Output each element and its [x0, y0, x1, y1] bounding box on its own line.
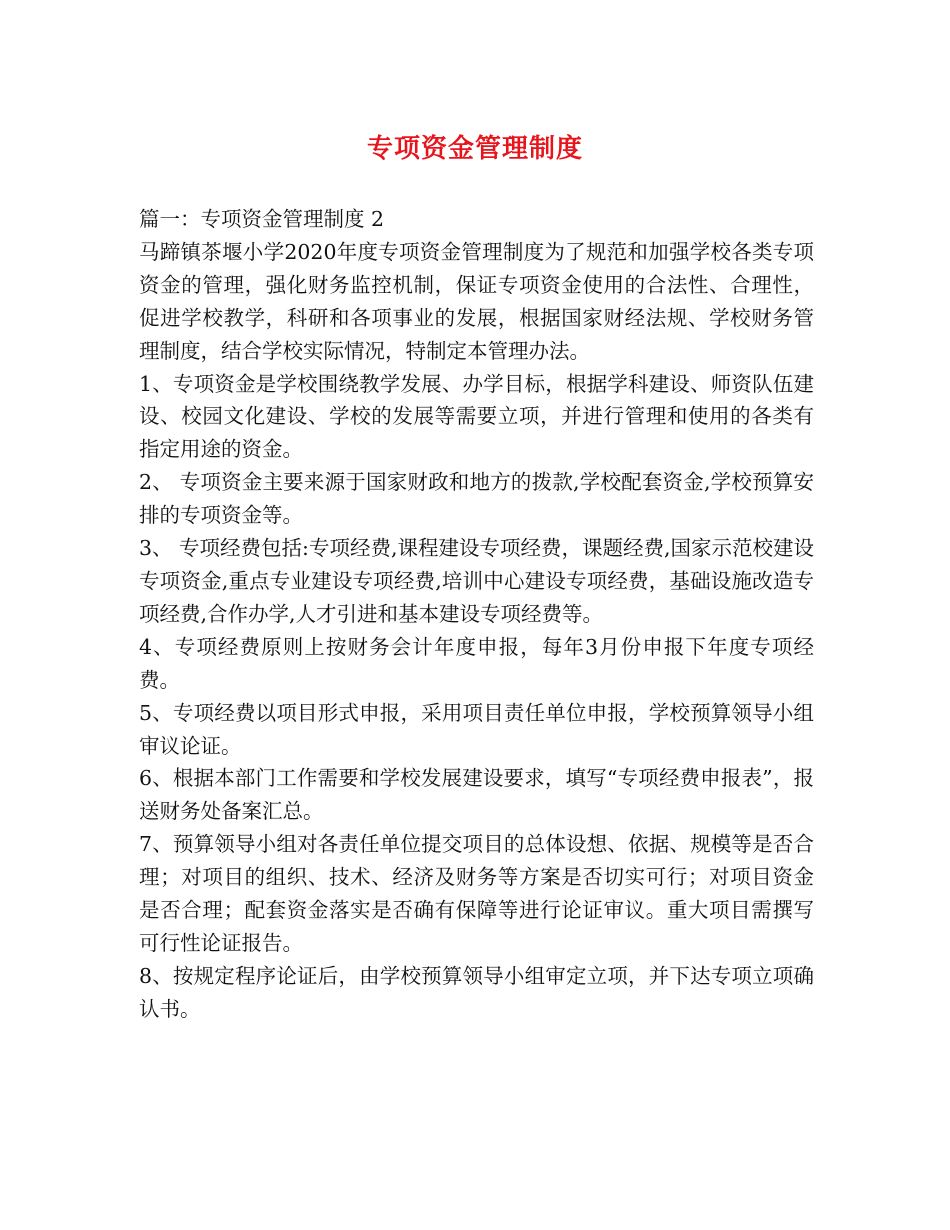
- paragraph-item-4: 4、专项经费原则上按财务会计年度申报，每年3月份申报下年度专项经费。: [139, 634, 814, 692]
- paragraph-item-8: 8、按规定程序论证后，由学校预算领导小组审定立项，并下达专项立项确认书。: [139, 963, 814, 1021]
- paragraph-item-5: 5、专项经费以项目形式申报，采用项目责任单位申报，学校预算领导小组审议论证。: [139, 700, 814, 758]
- paragraph-intro: 马蹄镇茶堰小学2020年度专项资金管理制度为了规范和加强学校各类专项资金的管理，强化财务监控机制，保证专项资金使用的合法性、合理性，促进学校教学，科研和各项事业的发展，根据国家财经法规、学校财务管理制度，结合学校实际情况，特制定本管理办法。: [139, 239, 814, 363]
- paragraph-item-6: 6、根据本部门工作需要和学校发展建设要求，填写“专项经费申报表”，报送财务处备案汇总。: [139, 766, 814, 824]
- document-subtitle: 篇一：专项资金管理制度 2: [139, 207, 385, 231]
- paragraph-item-7: 7、预算领导小组对各责任单位提交项目的总体设想、依据、规模等是否合理；对项目的组织、技术、经济及财务等方案是否切实可行；对项目资金是否合理；配套资金落实是否确有保障等进行论证审议。重大项目需撰写可行性论证报告。: [139, 832, 814, 955]
- document-title: 专项资金管理制度: [366, 134, 583, 164]
- document-body: [139, 203, 814, 1026]
- paragraph-item-3: 3、 专项经费包括:专项经费,课程建设专项经费，课题经费,国家示范校建设专项资金,重点专业建设专项经费,培训中心建设专项经费，基础设施改造专项经费,合作办学,人才引进和基本建设专项经费等。: [139, 536, 814, 626]
- paragraph-item-2: 2、 专项资金主要来源于国家财政和地方的拨款,学校配套资金,学校预算安排的专项资金等。: [139, 470, 814, 528]
- paragraph-item-1: 1、专项资金是学校围绕教学发展、办学目标，根据学科建设、师资队伍建设、校园文化建设、学校的发展等需要立项，并进行管理和使用的各类有指定用途的资金。: [139, 371, 814, 462]
